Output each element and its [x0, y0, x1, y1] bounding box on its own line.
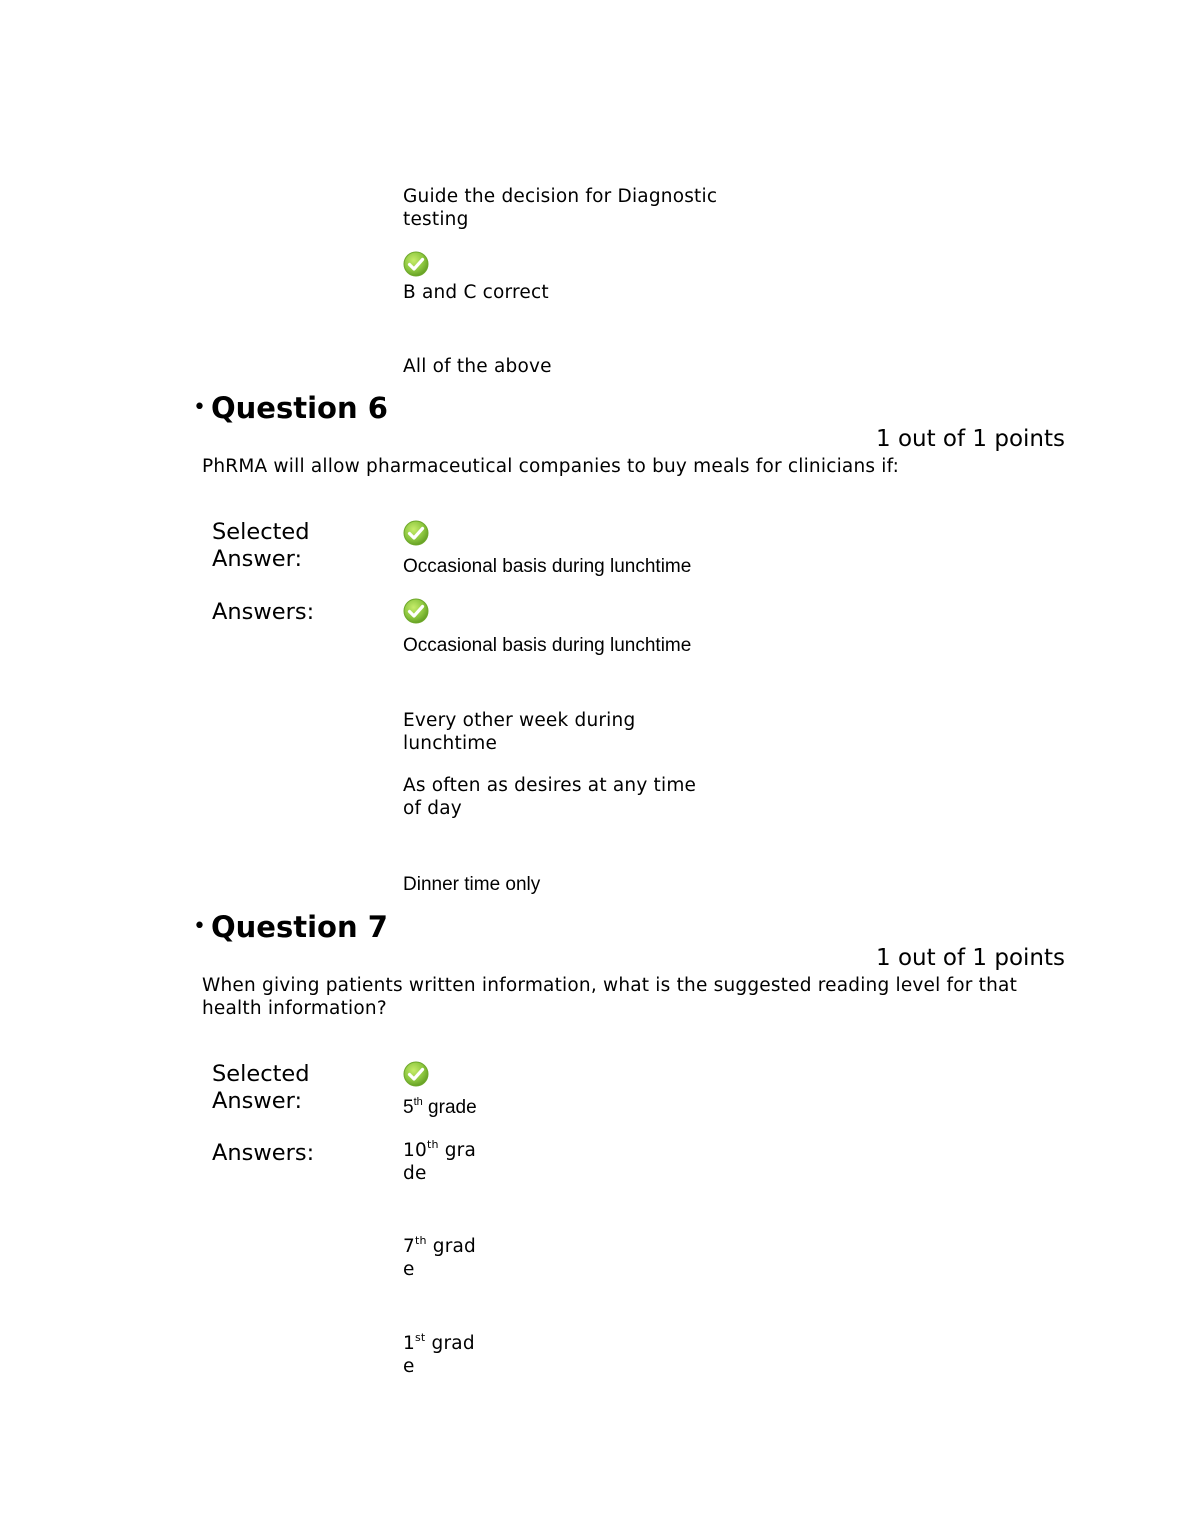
points-score: 1 out of 1 points [876, 945, 1065, 971]
answer-option: 1st grade [403, 1331, 475, 1377]
answer-option: All of the above [403, 356, 552, 377]
bullet: • [193, 914, 206, 939]
points-score: 1 out of 1 points [876, 426, 1065, 452]
answers-label: Answers: [212, 1140, 315, 1166]
answer-option: Occasional basis during lunchtime [403, 635, 692, 656]
check-circle-icon [403, 598, 429, 624]
selected-answer: Occasional basis during lunchtime [403, 556, 692, 577]
answer-option: 7th grade [403, 1234, 476, 1280]
check-circle-icon [403, 520, 429, 546]
answer-option: 10th grade [403, 1138, 477, 1184]
question-prompt: When giving patients written information, what is the suggested reading level for that health information? [202, 975, 1018, 1019]
answer-option: Dinner time only [403, 874, 541, 895]
check-circle-icon [403, 251, 429, 277]
selected-answer: 5th grade [403, 1096, 477, 1118]
check-circle-icon [403, 1061, 429, 1087]
selected-answer-label: Selected Answer: [212, 519, 310, 572]
answer-option: As often as desires at any time of day [403, 775, 697, 819]
answers-label: Answers: [212, 599, 315, 625]
answer-option: Every other week during lunchtime [403, 710, 636, 754]
answer-option: B and C correct [403, 282, 549, 303]
question-prompt: PhRMA will allow pharmaceutical companies to buy meals for clinicians if: [202, 456, 900, 477]
selected-answer-label: Selected Answer: [212, 1061, 310, 1114]
bullet: • [193, 395, 206, 420]
question-title: Question 6 [211, 391, 388, 425]
question-title: Question 7 [211, 910, 388, 944]
answer-option: Guide the decision for Diagnostic testing [403, 186, 718, 230]
